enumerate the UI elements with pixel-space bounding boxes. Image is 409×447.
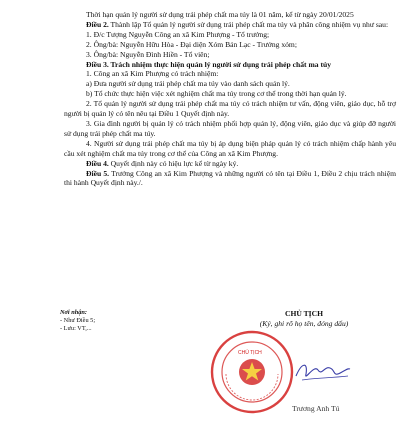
member-2: 2. Ông/bà: Nguyễn Hữu Hòa - Đại diện Xóm Bản Lạc - Trưởng xóm; [86,39,297,49]
recipients-title: Nơi nhận: [60,309,88,316]
recipient-line: - Như Điều 5; [60,317,96,324]
signer-name: Trương Anh Tú [292,404,340,413]
article-3-item-1b: b) Tổ chức thực hiện việc xét nghiệm chất ma túy trong cơ thể trong thời hạn quản lý. [86,89,347,99]
official-seal-icon [210,330,294,414]
article-4-text: Quyết định này có hiệu lực kể từ ngày ký. [108,158,239,168]
article-4 [64,159,396,169]
signature-block [214,309,394,329]
article-3-item-3: 3. Gia đình người bị quản lý có trách nhiệm phối hợp quản lý, động viên, giáo dục và giúp đỡ người sử dụng trái phép chất ma túy. [64,118,396,138]
article-5-label: Điều 5. [86,168,110,178]
member-1: 1. Đ/c Tượng Nguyễn Công an xã Kim Phượng - Tổ trưởng; [86,29,270,39]
signature-note: (Ký, ghi rõ họ tên, đóng dấu) [259,318,349,328]
article-3-item-2: 2. Tổ quản lý người sử dụng trái phép chất ma túy có trách nhiệm tư vấn, động viên, giáo dục, hỗ trợ người bị quản lý có tên nêu tại Điều 1 Quyết định này. [64,99,396,119]
paragraph-term: Thời hạn quản lý người sử dụng trái phép chất ma túy là 01 năm, kể từ ngày 20/01/2025 [86,10,354,19]
document-body [64,10,396,188]
handwritten-signature [292,356,352,386]
recipients-block [60,309,180,333]
article-2-text: Thành lập Tổ quản lý người sử dụng trái phép chất ma túy và phân công nhiệm vụ như sau: [108,19,389,29]
article-5-text: Trưởng Công an xã Kim Phượng và những người có tên tại Điều 1, Điều 2 chịu trách nhiệm thi hành Quyết định này./. [64,168,397,188]
signature-title: CHỦ TỊCH [284,309,324,318]
article-3-item-4: 4. Người sử dụng trái phép chất ma túy bị áp dụng biện pháp quản lý có trách nhiệm chấp hành yêu cầu xét nghiệm chất ma túy trong cơ thể của Công an xã Kim Phượng. [64,138,396,158]
seal-text: CHỦ TỊCH [238,350,262,356]
article-4-label: Điều 4. [86,158,109,168]
article-3-heading: Điều 3. Trách nhiệm thực hiện quản lý người sử dụng trái phép chất ma túy [86,59,332,69]
article-3-item-1: 1. Công an xã Kim Phượng có trách nhiệm: [86,69,219,79]
article-2 [64,20,396,30]
member-3: 3. Ông/bà: Nguyễn Đình Hiền - Tổ viên; [86,49,210,59]
article-5 [64,169,396,189]
article-3-item-1a: a) Đưa người sử dụng trái phép chất ma túy vào danh sách quản lý. [86,79,290,89]
article-2-label: Điều 2. [86,19,109,29]
recipient-line: - Lưu: VT,... [60,325,92,332]
